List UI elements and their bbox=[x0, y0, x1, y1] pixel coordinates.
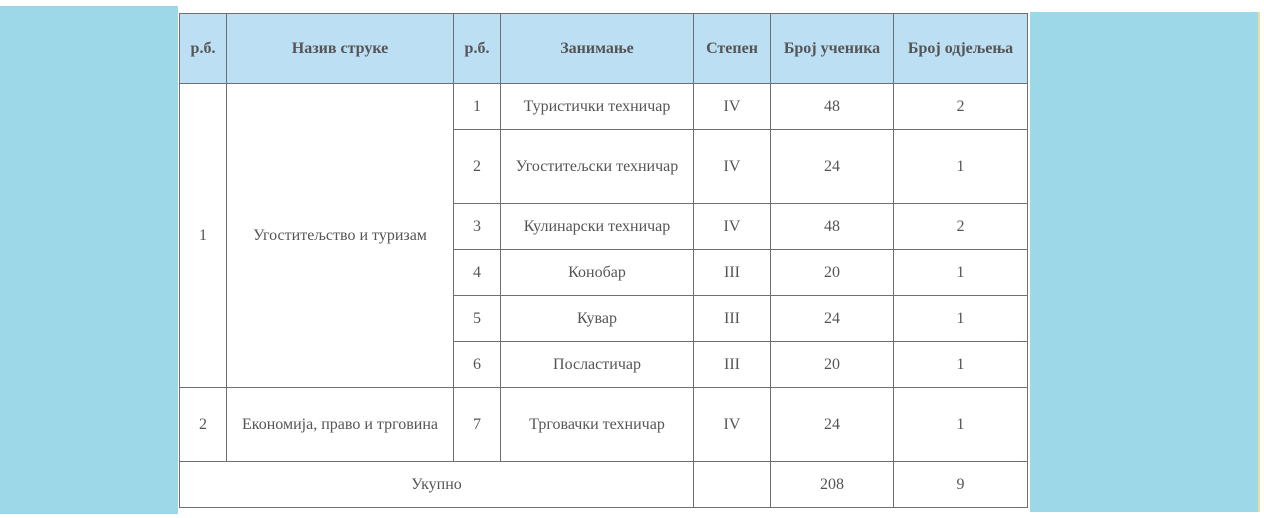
total-row bbox=[180, 462, 1028, 508]
row-number: 5 bbox=[454, 296, 501, 342]
vocational-programs-table-wrapper bbox=[179, 13, 1027, 508]
row-students: 24 bbox=[771, 130, 894, 204]
row-occupation: Кулинарски техничар bbox=[501, 204, 694, 250]
row-classes: 1 bbox=[894, 342, 1028, 388]
table-row bbox=[180, 84, 1028, 130]
row-students: 48 bbox=[771, 204, 894, 250]
row-degree: III bbox=[694, 296, 771, 342]
row-students: 24 bbox=[771, 296, 894, 342]
table-header-row bbox=[180, 14, 1028, 84]
row-degree: IV bbox=[694, 204, 771, 250]
group-number: 2 bbox=[180, 388, 227, 462]
row-number: 3 bbox=[454, 204, 501, 250]
row-students: 24 bbox=[771, 388, 894, 462]
row-classes: 1 bbox=[894, 250, 1028, 296]
row-number: 1 bbox=[454, 84, 501, 130]
row-classes: 2 bbox=[894, 84, 1028, 130]
row-degree: IV bbox=[694, 130, 771, 204]
total-label: Укупно bbox=[180, 462, 694, 508]
row-occupation: Угоститељски техничар bbox=[501, 130, 694, 204]
row-occupation: Конобар bbox=[501, 250, 694, 296]
header-field-name: Назив струке bbox=[227, 14, 454, 84]
row-degree: III bbox=[694, 342, 771, 388]
total-students: 208 bbox=[771, 462, 894, 508]
total-classes: 9 bbox=[894, 462, 1028, 508]
row-classes: 1 bbox=[894, 388, 1028, 462]
row-number: 4 bbox=[454, 250, 501, 296]
row-occupation: Кувар bbox=[501, 296, 694, 342]
row-classes: 1 bbox=[894, 130, 1028, 204]
row-occupation: Трговачки техничар bbox=[501, 388, 694, 462]
group-name: Економија, право и трговина bbox=[227, 388, 454, 462]
right-side-panel bbox=[1030, 12, 1260, 512]
table-row bbox=[180, 388, 1028, 462]
header-rb-occupation: р.б. bbox=[454, 14, 501, 84]
row-degree: IV bbox=[694, 84, 771, 130]
row-number: 2 bbox=[454, 130, 501, 204]
group-number: 1 bbox=[180, 84, 227, 388]
row-classes: 1 bbox=[894, 296, 1028, 342]
group-name: Угоститељство и туризам bbox=[227, 84, 454, 388]
header-students: Број ученика bbox=[771, 14, 894, 84]
header-classes: Број одјељења bbox=[894, 14, 1028, 84]
header-rb-field: р.б. bbox=[180, 14, 227, 84]
header-occupation: Занимање bbox=[501, 14, 694, 84]
left-side-panel bbox=[0, 6, 178, 514]
row-classes: 2 bbox=[894, 204, 1028, 250]
row-degree: IV bbox=[694, 388, 771, 462]
row-occupation: Посластичар bbox=[501, 342, 694, 388]
row-number: 7 bbox=[454, 388, 501, 462]
vocational-programs-table bbox=[179, 13, 1028, 508]
row-number: 6 bbox=[454, 342, 501, 388]
row-occupation: Туристички техничар bbox=[501, 84, 694, 130]
row-students: 20 bbox=[771, 250, 894, 296]
row-students: 48 bbox=[771, 84, 894, 130]
row-students: 20 bbox=[771, 342, 894, 388]
row-degree: III bbox=[694, 250, 771, 296]
header-degree: Степен bbox=[694, 14, 771, 84]
total-degree bbox=[694, 462, 771, 508]
